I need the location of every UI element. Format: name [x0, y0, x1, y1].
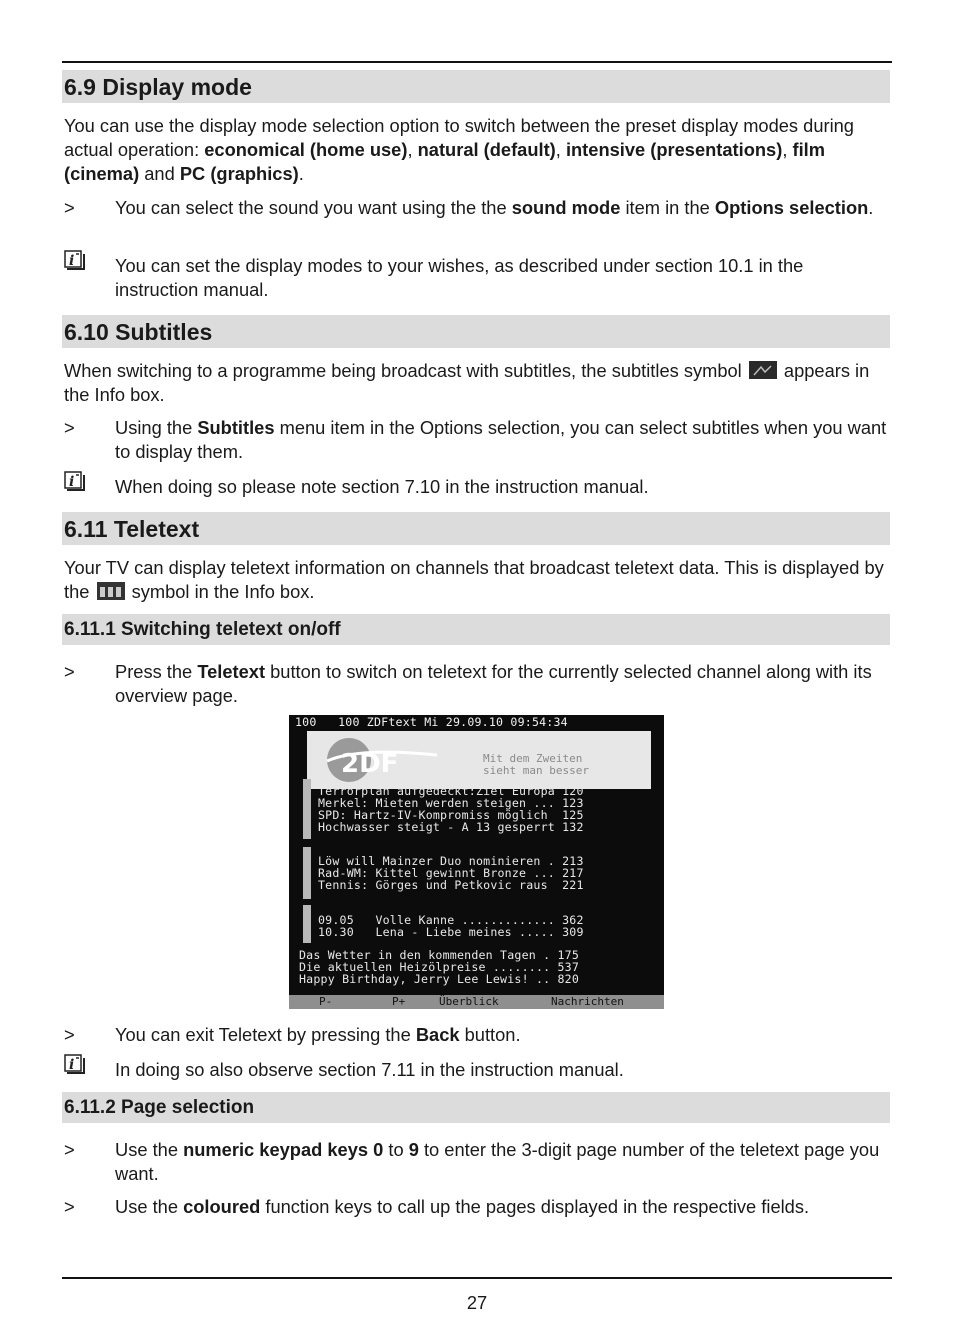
heading-teletext: 6.11 Teletext	[62, 512, 890, 545]
teletext-key-label: P+	[392, 995, 406, 1008]
teletext-key-label: Nachrichten	[551, 995, 624, 1008]
teletext-row: Das Wetter in den kommenden Tagen . 175	[299, 948, 580, 962]
heading-page-selection: 6.11.2 Page selection	[62, 1092, 890, 1123]
heading-display-mode: 6.9 Display mode	[62, 70, 890, 103]
bottom-rule	[62, 1277, 892, 1279]
teletext-row: 10.30 Lena - Liebe meines ..... 309	[318, 925, 584, 939]
info-note-icon	[64, 250, 86, 272]
teletext-row: Merkel: Mieten werden steigen ... 123	[318, 796, 584, 810]
svg-text:2DF: 2DF	[341, 749, 399, 779]
list-item-text: You can exit Teletext by pressing the Back button.	[115, 1024, 521, 1045]
svg-text:i: i	[69, 1057, 75, 1073]
zdf-logo	[319, 737, 439, 783]
list-item-text: Press the Teletext button to switch on teletext for the currently selected channel along with its overview page.	[115, 661, 872, 706]
svg-text:i: i	[69, 253, 75, 269]
teletext-screenshot	[289, 715, 664, 1009]
paragraph-subtitles: When switching to a programme being broadcast with subtitles, the subtitles symbol appears in the Info box.	[64, 360, 870, 405]
list-marker: >	[64, 661, 75, 682]
top-rule	[62, 61, 892, 63]
list-marker: >	[64, 1024, 75, 1045]
teletext-row: Die aktuellen Heizölpreise ........ 537	[299, 960, 580, 974]
teletext-row: Hochwasser steigt - A 13 gesperrt 132	[318, 820, 584, 834]
heading-subtitles: 6.10 Subtitles	[62, 315, 890, 348]
list-item-text: Use the coloured function keys to call up the pages displayed in the respective fields.	[115, 1196, 810, 1217]
info-note-icon	[64, 1054, 86, 1076]
teletext-row: Löw will Mainzer Duo nominieren . 213	[318, 854, 584, 868]
teletext-block-marker	[303, 779, 311, 839]
list-marker: >	[64, 417, 75, 438]
teletext-block-marker	[303, 847, 311, 899]
paragraph-teletext: Your TV can display teletext information on channels that broadcast teletext data. This is displayed by the symbol in the Info box.	[64, 557, 884, 602]
list-item-text: You can select the sound you want using the the sound mode item in the Options selection.	[115, 197, 874, 218]
teletext-row: Rad-WM: Kittel gewinnt Bronze ... 217	[318, 866, 584, 880]
teletext-banner	[307, 731, 651, 789]
note-text: When doing so please note section 7.10 in the instruction manual.	[115, 476, 649, 497]
note-text: In doing so also observe section 7.11 in the instruction manual.	[115, 1059, 624, 1080]
info-note-icon	[64, 471, 86, 493]
note-text: You can set the display modes to your wishes, as described under section 10.1 in the instruction manual.	[115, 255, 804, 300]
paragraph-display-mode: You can use the display mode selection option to switch between the preset display modes during actual operation: economical (home use), natural (default), intensive (presentations), film (cinema) and PC (graphics).	[64, 115, 854, 184]
list-marker: >	[64, 197, 75, 218]
list-item-text: Use the numeric keypad keys 0 to 9 to enter the 3-digit page number of the teletext page you want.	[115, 1139, 880, 1184]
teletext-slogan: sieht man besser	[483, 764, 589, 777]
page-number: 27	[466, 1292, 488, 1313]
teletext-row: Happy Birthday, Jerry Lee Lewis! .. 820	[299, 972, 580, 986]
teletext-block-marker	[303, 905, 311, 943]
teletext-key-label: Überblick	[439, 995, 499, 1008]
teletext-row: Terrorplan aufgedeckt:Ziel Europa 120	[318, 784, 584, 798]
teletext-header: 100 100 ZDFtext Mi 29.09.10 09:54:34	[295, 715, 568, 729]
teletext-symbol-icon	[97, 582, 125, 598]
teletext-row: 09.05 Volle Kanne ............. 362	[318, 913, 584, 927]
teletext-row: Tennis: Görges und Petkovic raus 221	[318, 878, 584, 892]
teletext-row: SPD: Hartz-IV-Kompromiss möglich 125	[318, 808, 584, 822]
list-marker: >	[64, 1139, 75, 1160]
list-item-text: Using the Subtitles menu item in the Options selection, you can select subtitles when you want to display them.	[115, 417, 887, 462]
subtitles-symbol-icon	[749, 361, 777, 377]
teletext-bottom-bar	[289, 995, 664, 1009]
teletext-slogan: Mit dem Zweiten	[483, 752, 583, 765]
list-marker: >	[64, 1196, 75, 1217]
heading-switching-teletext: 6.11.1 Switching teletext on/off	[62, 614, 890, 645]
svg-text:i: i	[69, 474, 75, 490]
teletext-key-label: P-	[319, 995, 333, 1008]
